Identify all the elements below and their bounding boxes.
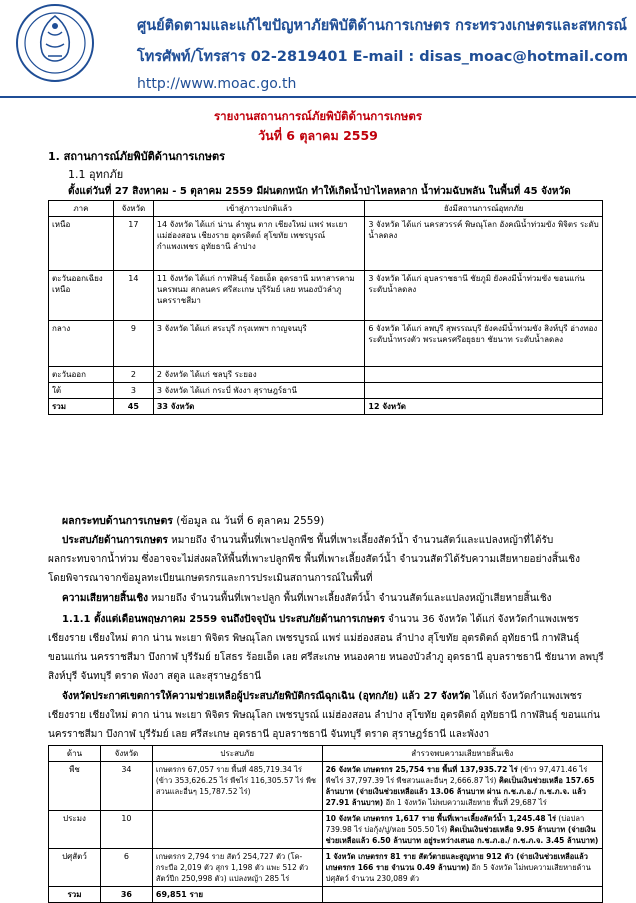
table-cell: 2 จังหวัด ได้แก่ ชลบุรี ระยอง	[153, 367, 365, 383]
table-cell	[365, 367, 603, 383]
paragraph-line: เชียงราย เชียงใหม่ ตาก น่าน พะเยา พิจิตร พิษณุโลก เพชรบูรณ์ แม่ฮ่องสอน ลำปาง สุโขทัย อุตรดิตถ์ อุทัยธานี กาฬสินธุ์ ขอนแก่น	[48, 710, 600, 721]
table-cell	[365, 383, 603, 399]
table-row	[49, 849, 603, 887]
table-cell: 2	[113, 367, 153, 383]
table-cell: 36	[100, 887, 152, 903]
paragraph-line: เชียงราย เชียงใหม่ ตาก น่าน พะเยา พิจิตร พิษณุโลก เพชรบูรณ์ แพร่ แม่ฮ่องสอน ลำปาง สุโขทัย อุตรดิตถ์ อุทัยธานี กาฬสินธุ์	[48, 633, 580, 644]
table-cell: 11 จังหวัด ได้แก่ กาฬสินธุ์ ร้อยเอ็ด อุดรธานี มหาสารคาม นครพนม สกลนคร ศรีสะเกษ บุรีรัมย์ เลย หนองบัวลำภู นครราชสีมา	[153, 271, 365, 321]
emergency-declaration-paragraph	[62, 690, 582, 704]
impact-heading-text: ผลกระทบด้านการเกษตร	[62, 515, 173, 527]
table-cell	[322, 811, 602, 849]
subsection-heading: 1.1 อุทกภัย	[68, 168, 124, 181]
definition-affected	[62, 534, 553, 548]
table-cell	[322, 887, 602, 903]
paragraph-line: นครราชสีมา บึงกาฬ บุรีรัมย์ เลย ศรีสะเกษ อุดรธานี อุบลราชธานี จันทบุรี ตราด สุราษฎร์ธานี และพังงา	[48, 729, 490, 740]
table-cell: 14	[113, 271, 153, 321]
table-cell: 9	[113, 321, 153, 367]
ministry-seal-logo	[14, 2, 96, 84]
table-cell: 14 จังหวัด ได้แก่ น่าน ลำพูน ตาก เชียงใหม่ แพร่ พะเยา แม่ฮ่องสอน เชียงราย อุตรดิตถ์ สุโขทัย เพชรบูรณ์ กำแพงเพชร อุทัยธานี ลำปาง	[153, 217, 365, 271]
paragraph-text: ได้แก่ จังหวัดกำแพงเพชร	[470, 691, 582, 702]
damage-summary: 26 จังหวัด เกษตรกร 25,754 ราย พื้นที่ 137,935.72 ไร่	[325, 765, 518, 774]
affected-provinces-paragraph	[62, 613, 579, 627]
compensation: คิดเป็นเงินช่วยเหลือ 157.65 ล้านบาท (จ่ายเงินช่วยเหลือแล้ว 13.06 ล้านบาท ผ่าน ก.ช.ภ.อ./ ก.ช.ภ.จ. แล้ว 27.91 ล้านบาท)	[325, 776, 595, 807]
table-cell: ตะวันออก	[49, 367, 114, 383]
table-cell: 3 จังหวัด ได้แก่ กระบี่ พังงา สุราษฎร์ธานี	[153, 383, 365, 399]
table-cell: กลาง	[49, 321, 114, 367]
emergency-declaration: จังหวัดประกาศเขตการให้ความช่วยเหลือผู้ประสบภัยพิบัติกรณีฉุกเฉิน (อุทกภัย) แล้ว 27 จังหวัด	[62, 691, 471, 702]
table-cell: 6	[100, 849, 152, 887]
table-cell: ประมง	[49, 811, 101, 849]
paragraph-line: สิงห์บุรี จันทบุรี ตราด พังงา สตูล และสุราษฎร์ธานี	[48, 671, 262, 682]
term-total-damage: ความเสียหายสิ้นเชิง	[62, 593, 148, 604]
table-cell	[322, 762, 602, 811]
contact-line: โทรศัพท์/โทรสาร 02-2819401 E-mail : disas_moac@hotmail.com	[137, 49, 629, 65]
damage-summary: 10 จังหวัด เกษตรกร 1,617 ราย พื้นที่เพาะเลี้ยงสัตว์น้ำ 1,245.48 ไร่	[325, 814, 557, 823]
table-row	[49, 762, 603, 811]
table-cell: 3	[113, 383, 153, 399]
definition-line: โดยพิจารณาจากข้อมูลทะเบียนเกษตรกรและการประเมินสถานการณ์ในพื้นที่	[48, 573, 373, 584]
definition-text: หมายถึง จำนวนพื้นที่เพาะปลูกพืช พื้นที่เพาะเลี้ยงสัตว์น้ำ จำนวนสัตว์และแปลงหญ้าที่ได้รับ	[167, 535, 554, 546]
table-row	[49, 217, 603, 271]
column-header: ด้าน	[49, 746, 101, 762]
table-cell: รวม	[49, 399, 114, 415]
table-cell	[152, 811, 322, 849]
table-cell: รวม	[49, 887, 101, 903]
table-cell: เกษตรกร 67,057 ราย พื้นที่ 485,719.34 ไร่ (ข้าว 353,626.25 ไร่ พืชไร่ 116,305.57 ไร่ พืชสวนและอื่นๆ 15,787.52 ไร่)	[152, 762, 322, 811]
term-affected: ประสบภัยด้านการเกษตร	[62, 535, 168, 546]
flood-region-table	[48, 200, 603, 415]
header-divider	[0, 96, 636, 98]
damage-note: อีก 1 จังหวัด ไม่พบความเสียหาย พื้นที่ 29,687 ไร่	[385, 798, 547, 807]
definition-line: ผลกระทบจากน้ำท่วม ซึ่งอาจจะไม่ส่งผลให้พื้นที่เพาะปลูกพืช พื้นที่เพาะเลี้ยงสัตว์น้ำ จำนวนสัตว์ได้รับความเสียหายอย่างสิ้นเชิง	[48, 554, 580, 565]
table-row	[49, 321, 603, 367]
table-cell	[322, 849, 602, 887]
table-cell: 10	[100, 811, 152, 849]
damage-table	[48, 745, 603, 903]
damage-detail: (บ่อปลา 739.98 ไร่ บ่อกุ้ง/ปู/หอย 505.50 ไร่)	[325, 814, 585, 834]
table-row	[49, 383, 603, 399]
table-cell: ใต้	[49, 383, 114, 399]
website-link[interactable]: http://www.moac.go.th	[137, 76, 297, 92]
table-header-row	[49, 746, 603, 762]
table-cell: ตะวันออกเฉียงเหนือ	[49, 271, 114, 321]
table-cell: 45	[113, 399, 153, 415]
table-cell: 6 จังหวัด ได้แก่ ลพบุรี สุพรรณบุรี ยังคงมีน้ำท่วมขัง สิงห์บุรี อ่างทอง ระดับน้ำทรงตัว พระนครศรีอยุธยา ชัยนาท ระดับน้ำลดลง	[365, 321, 603, 367]
table-row	[49, 367, 603, 383]
paragraph-text: จำนวน 36 จังหวัด ได้แก่ จังหวัดกำแพงเพชร	[384, 614, 579, 625]
column-header: ยังมีสถานการณ์อุทกภัย	[365, 201, 603, 217]
impact-heading	[62, 514, 324, 528]
table-cell: 3 จังหวัด ได้แก่ สระบุรี กรุงเทพฯ กาญจนบุรี	[153, 321, 365, 367]
section-heading: 1. สถานการณ์ภัยพิบัติด้านการเกษตร	[48, 150, 226, 163]
report-title: รายงานสถานการณ์ภัยพิบัติด้านการเกษตร	[213, 109, 423, 123]
column-header: ภาค	[49, 201, 114, 217]
table-cell: พืช	[49, 762, 101, 811]
definition-total-damage	[62, 592, 552, 606]
table-row	[49, 811, 603, 849]
impact-heading-note: (ข้อมูล ณ วันที่ 6 ตุลาคม 2559)	[176, 515, 325, 527]
table-cell: เหนือ	[49, 217, 114, 271]
table-header-row	[49, 201, 603, 217]
flood-summary: ตั้งแต่วันที่ 27 สิงหาคม - 5 ตุลาคม 2559 มีฝนตกหนัก ทำให้เกิดน้ำป่าไหลหลาก น้ำท่วมฉับพลัน ในพื้นที่ 45 จังหวัด	[68, 186, 571, 197]
table-cell: 12 จังหวัด	[365, 399, 603, 415]
table-cell: ปศุสัตว์	[49, 849, 101, 887]
damage-note: อีก 5 จังหวัด ไม่พบความเสียหายด้านปศุสัตว์ จำนวน 230,089 ตัว	[325, 863, 591, 883]
column-header: สำรวจพบความเสียหายสิ้นเชิง	[322, 746, 602, 762]
paragraph-line: ขอนแก่น นครราชสีมา บึงกาฬ บุรีรัมย์ ยโสธร ร้อยเอ็ด เลย ศรีสะเกษ หนองคาย หนองบัวลำภู อุดรธานี อุบลราชธานี ชัยนาท ลพบุรี	[48, 652, 604, 663]
table-row	[49, 271, 603, 321]
column-header: จังหวัด	[100, 746, 152, 762]
column-header: จังหวัด	[113, 201, 153, 217]
table-cell: 69,851 ราย	[152, 887, 322, 903]
table-cell: 33 จังหวัด	[153, 399, 365, 415]
table-cell: 3 จังหวัด ได้แก่ นครสวรรค์ พิษณุโลก อังคณิน้ำท่วมขัง พิจิตร ระดับน้ำลดลง	[365, 217, 603, 271]
damage-summary: 1 จังหวัด เกษตรกร 81 ราย สัตว์ตายและสูญหาย 912 ตัว (จ่ายเงินช่วยเหลือแล้ว เกษตรกร 166 ราย จำนวน 0.49 ล้านบาท)	[325, 852, 588, 872]
table-cell: 3 จังหวัด ได้แก่ อุบลราชธานี ชัยภูมิ ยังคงมีน้ำท่วมขัง ขอนแก่น ระดับน้ำลดลง	[365, 271, 603, 321]
affected-period: 1.1.1 ตั้งแต่เดือนพฤษภาคม 2559 จนถึงปัจจุบัน ประสบภัยด้านการเกษตร	[62, 614, 385, 625]
damage-detail: (ข้าว 97,471.46 ไร่ พืชไร่ 37,797.39 ไร่ พืชสวนและอื่นๆ 2,666.87 ไร่)	[325, 765, 588, 785]
table-cell: 34	[100, 762, 152, 811]
table-total-row	[49, 887, 603, 903]
organization-name: ศูนย์ติดตามและแก้ไขปัญหาภัยพิบัติด้านการเกษตร กระทรวงเกษตรและสหกรณ์	[137, 18, 627, 34]
column-header: ประสบภัย	[152, 746, 322, 762]
table-total-row	[49, 399, 603, 415]
compensation: คิดเป็นเงินช่วยเหลือ 9.95 ล้านบาท (จ่ายเงินช่วยเหลือแล้ว 6.50 ล้านบาท อยู่ระหว่างเสนอ ก.ช.ภ.อ./ ก.ช.ภ.จ. 3.45 ล้านบาท)	[325, 825, 599, 845]
column-header: เข้าสู่ภาวะปกติแล้ว	[153, 201, 365, 217]
table-cell: เกษตรกร 2,794 ราย สัตว์ 254,727 ตัว (โค-กระบือ 2,019 ตัว สุกร 1,198 ตัว แพะ 512 ตัว สัตว์ปีก 250,998 ตัว) แปลงหญ้า 285 ไร่	[152, 849, 322, 887]
definition-text: หมายถึง จำนวนพื้นที่เพาะปลูก พื้นที่เพาะเลี้ยงสัตว์น้ำ จำนวนสัตว์และแปลงหญ้าเสียหายสิ้นเชิง	[148, 593, 552, 604]
report-date: วันที่ 6 ตุลาคม 2559	[258, 128, 378, 143]
table-cell: 17	[113, 217, 153, 271]
